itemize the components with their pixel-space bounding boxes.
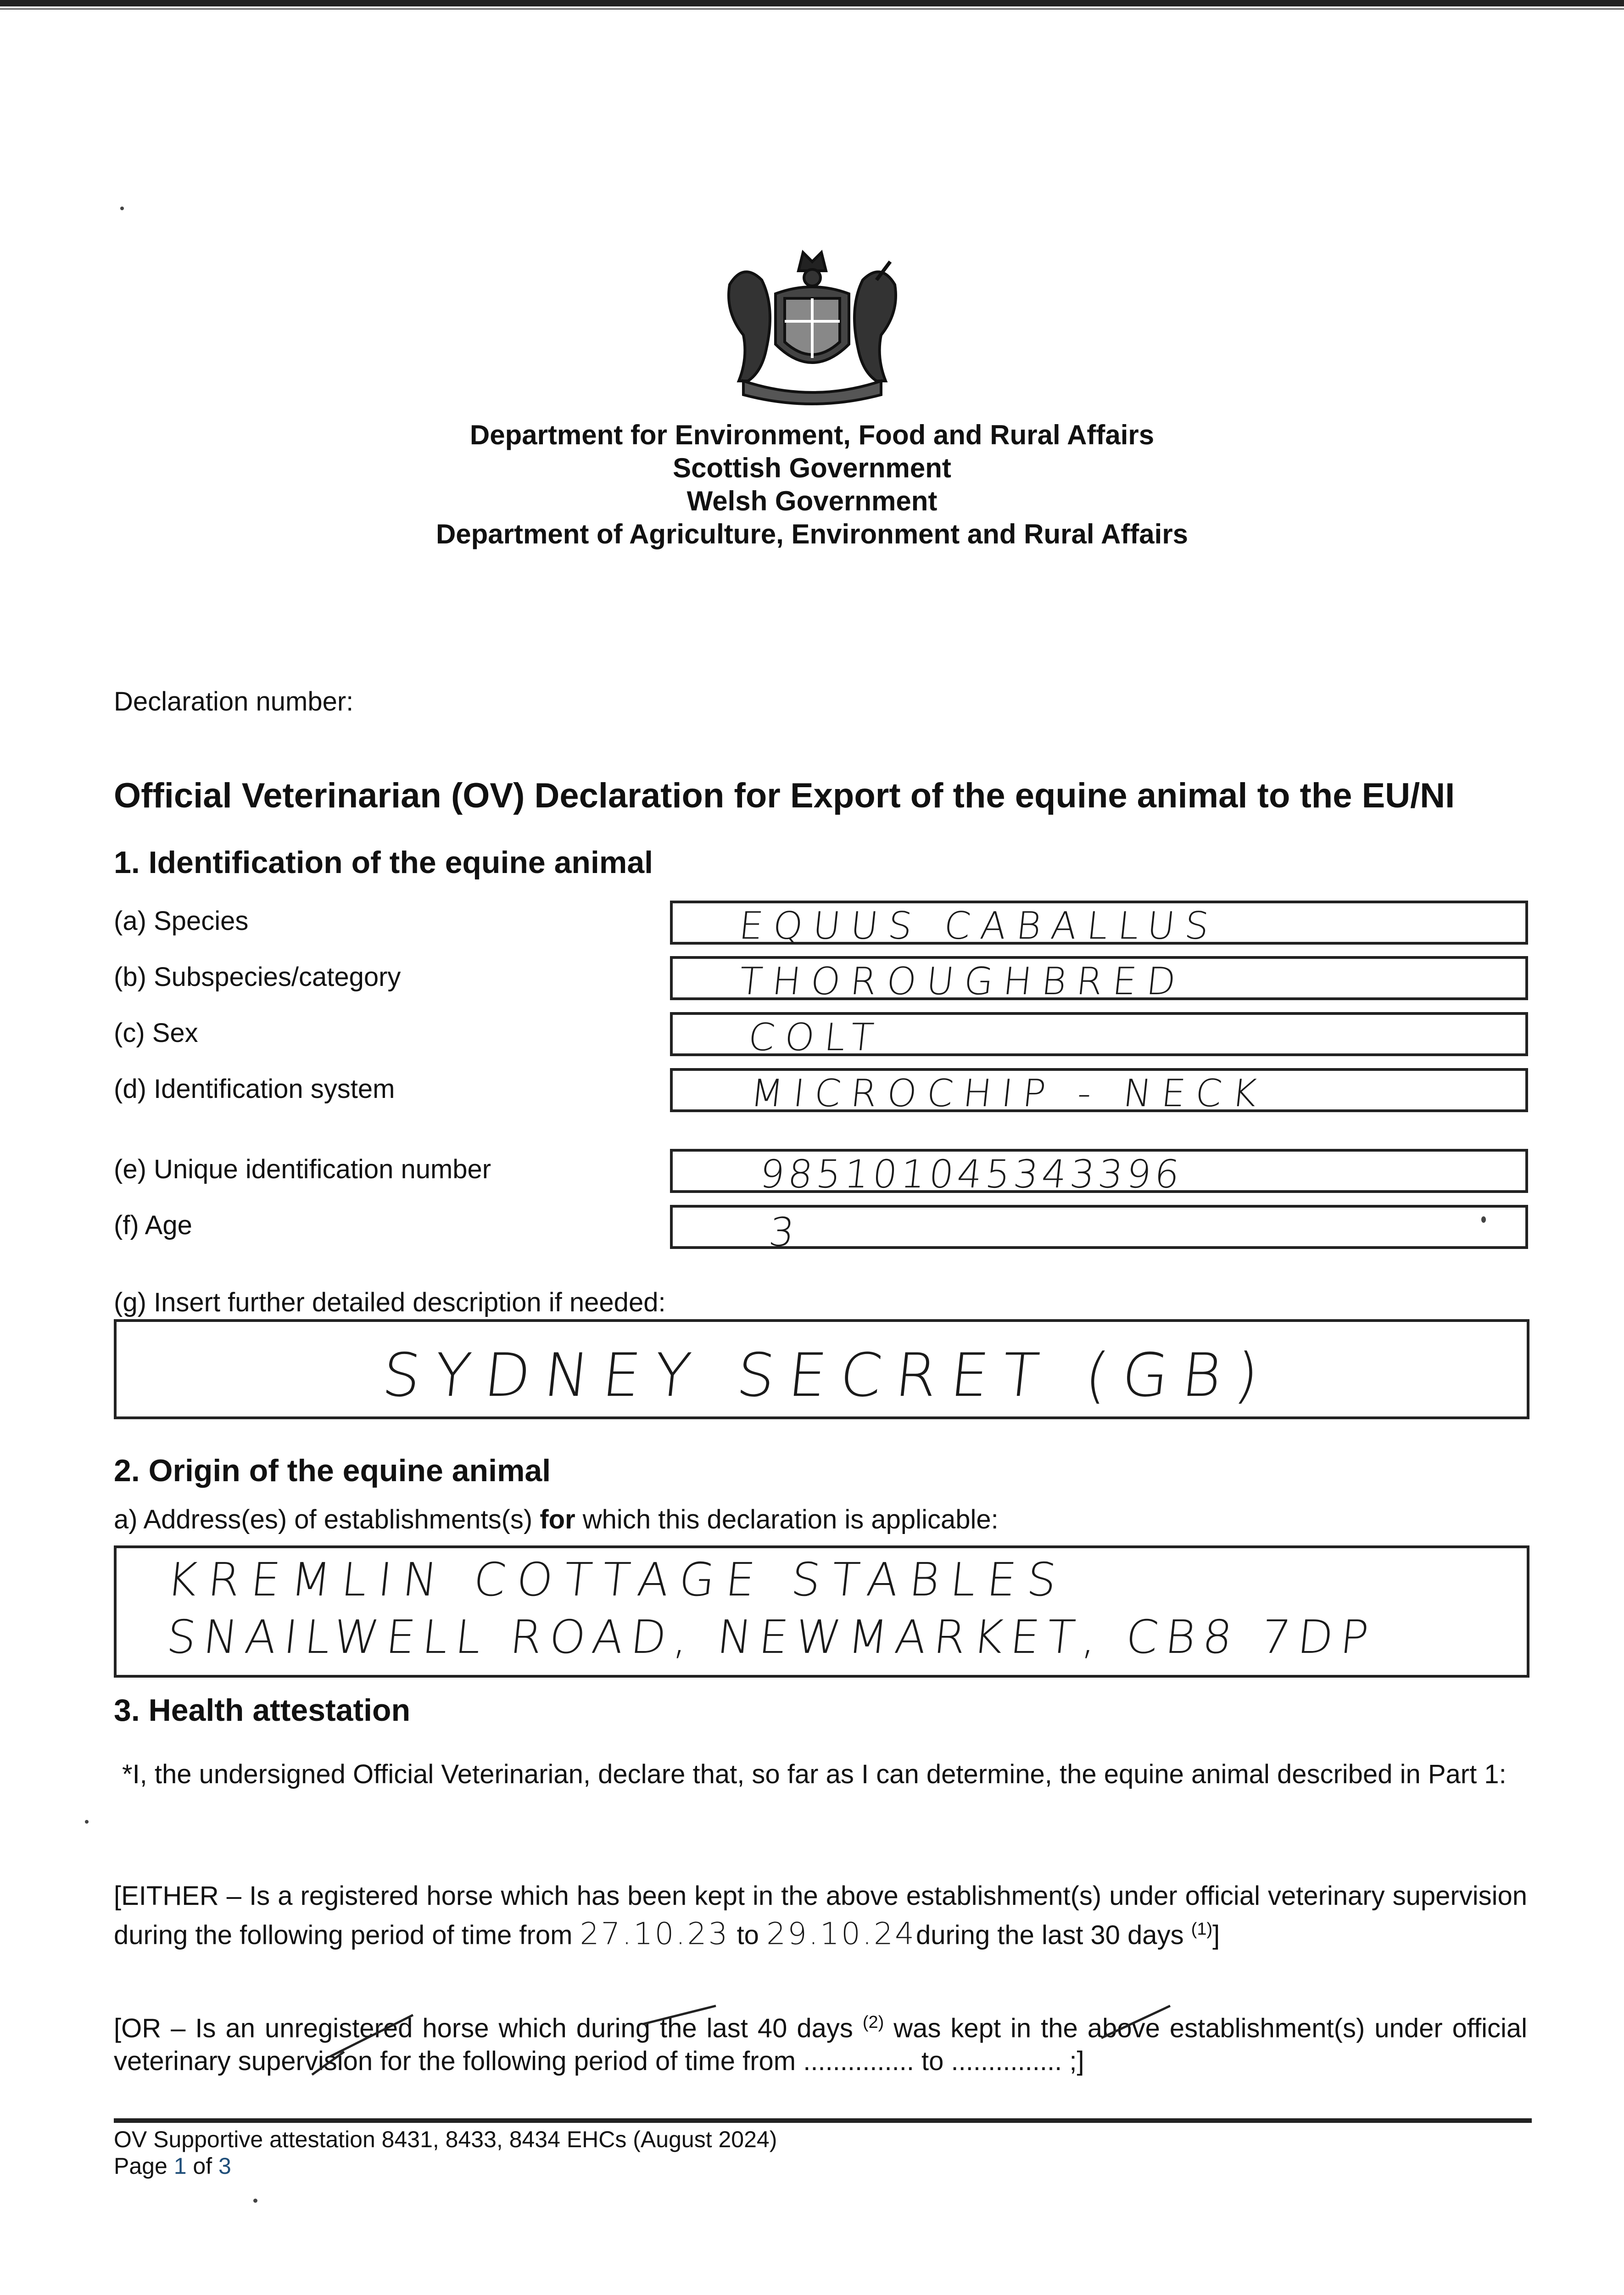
scan-speck: [85, 1820, 89, 1824]
footer-rule: [114, 2118, 1532, 2123]
scan-speck: [1481, 1216, 1486, 1223]
royal-coat-of-arms-icon: [711, 243, 913, 409]
address-line2: SNAILWELL ROAD, NEWMARKET, CB8 7DP: [164, 1610, 1378, 1664]
declaration-number-label: Declaration number:: [114, 687, 354, 716]
uid-field[interactable]: [670, 1149, 1528, 1197]
further-description-value: SYDNEY SECRET (GB): [379, 1340, 1276, 1410]
species-label: (a) Species: [114, 906, 249, 936]
species-field[interactable]: [670, 901, 1528, 948]
further-description-field[interactable]: [114, 1319, 1529, 1419]
health-attestation-intro: *I, the undersigned Official Veterinarian, declare that, so far as I can determine, the equine animal described in Part 1:: [122, 1759, 1507, 1789]
section1-heading: 1. Identification of the equine animal: [114, 845, 653, 880]
address-field[interactable]: [114, 1545, 1529, 1678]
either-clause: [EITHER – Is a registered horse which has been kept in the above establishment(s) under official veterinary supervision during the following period of time from 27.10.23 to 29.10.24during the last 30 days $^{(1)}$]: [114, 1881, 1527, 1952]
dept-defra: Department for Environment, Food and Rural Affairs: [469, 420, 1155, 450]
sex-value: COLT: [746, 1016, 886, 1059]
age-field[interactable]: [670, 1205, 1528, 1255]
identification-system-label: (d) Identification system: [114, 1074, 395, 1104]
uid-value: 985101045343396: [757, 1152, 1185, 1197]
dept-scottish-gov: Scottish Government: [673, 453, 951, 483]
dept-welsh-gov: Welsh Government: [686, 486, 938, 516]
sex-label: (c) Sex: [114, 1018, 198, 1048]
subspecies-value: THOROUGHBRED: [737, 960, 1188, 1003]
section2-heading: 2. Origin of the equine animal: [114, 1453, 551, 1488]
page-title: Official Veterinarian (OV) Declaration for Export of the equine animal to the EU/NI: [114, 776, 1455, 815]
either-from-date: 27.10.23: [580, 1916, 730, 1952]
either-to-date: 29.10.24: [766, 1916, 916, 1952]
dept-daera: Department of Agriculture, Environment and Rural Affairs: [435, 519, 1189, 549]
scan-top-edge-shadow: [0, 8, 1624, 10]
age-value: 3: [766, 1209, 807, 1255]
section3-heading: 3. Health attestation: [114, 1693, 411, 1728]
or-clause: [OR – Is an unregistered horse which during the last 40 days $^{(2)}$ was kept in the above establishment(s) under official veterinary supervision for the following period of time from ............... to ............... ;]: [114, 2013, 1527, 2077]
scan-speck: [120, 207, 124, 210]
species-value: EQUUS CABALLUS: [737, 904, 1221, 948]
uid-label: (e) Unique identification number: [114, 1154, 491, 1184]
scan-top-edge: [0, 0, 1624, 6]
or-clause-strike-marks: [294, 1997, 1239, 2079]
page-number: Page 1 of 3: [114, 2153, 231, 2179]
age-label: (f) Age: [114, 1210, 192, 1240]
scan-speck: [253, 2199, 257, 2203]
sex-field[interactable]: [670, 1012, 1528, 1059]
subspecies-field[interactable]: [670, 956, 1528, 1003]
subspecies-label: (b) Subspecies/category: [114, 962, 401, 992]
footer-reference: OV Supportive attestation 8431, 8433, 8434 EHCs (August 2024): [114, 2127, 777, 2152]
further-description-label: (g) Insert further detailed description if needed:: [114, 1287, 666, 1317]
address-line1: KREMLIN COTTAGE STABLES: [164, 1553, 1070, 1606]
address-label: a) Address(es) of establishments(s) for which this declaration is applicable:: [114, 1505, 999, 1534]
identification-system-value: MICROCHIP - NECK: [748, 1072, 1269, 1115]
identification-system-field[interactable]: [670, 1068, 1528, 1115]
